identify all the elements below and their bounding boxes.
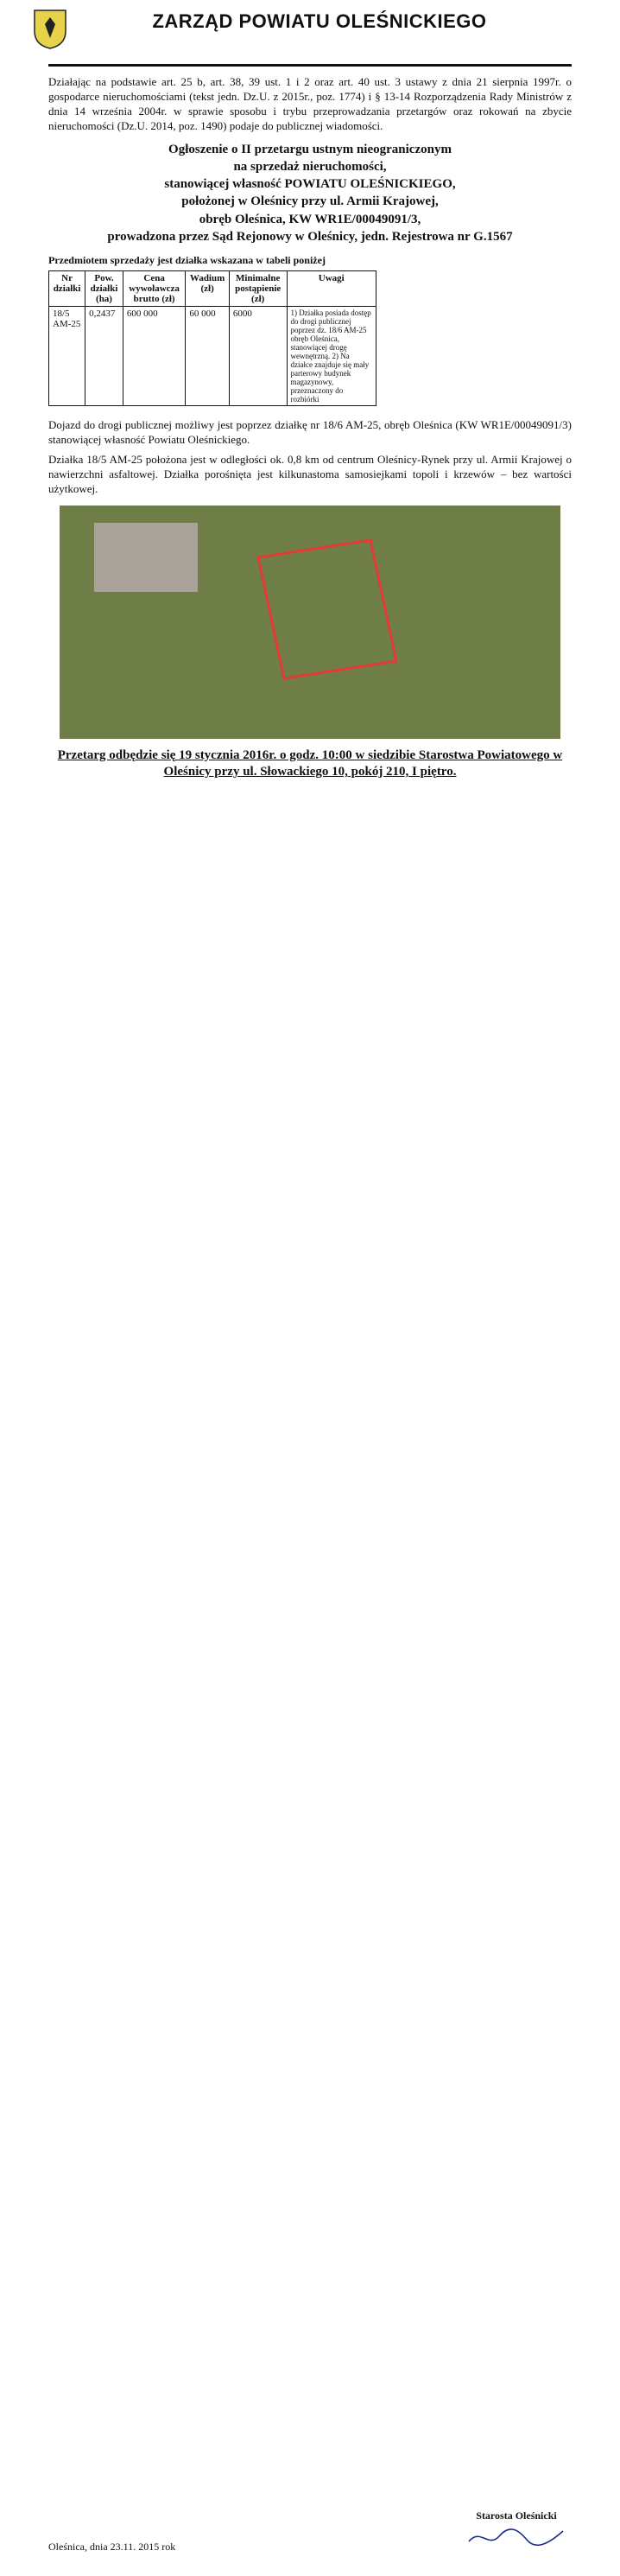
announcement-title: Ogłoszenie o II przetargu ustnym nieograniczonym na sprzedaż nieruchomości, stanowiącej własność POWIATU OLEŚNICKIEGO, położonej w Oleśnicy przy ul. Armii Krajowej, obręb Oleśnica, KW WR1E/00049091/3, prowadzona przez Sąd Rejonowy w Oleśnicy, jedn. Rejestrowa nr G.1567	[107, 142, 513, 244]
signature-block	[465, 2509, 568, 2555]
plot-table	[48, 270, 376, 406]
location-paragraph: Działka 18/5 AM-25 położona jest w odległości ok. 0,8 km od centrum Oleśnicy-Rynek przy ul. Armii Krajowej o nawierzchni asfaltowej. Działka porośnięta jest kilkunastoma samosiejkami topoli i krzewów – bez wartości użytkowej.	[48, 452, 572, 495]
access-paragraph: Dojazd do drogi publicznej możliwy jest poprzez działkę nr 18/6 AM-25, obręb Oleśnica (KW WR1E/00049091/3) stanowiącej własność Powiatu Oleśnickiego.	[48, 418, 572, 446]
signer-title: Starosta Oleśnicki	[476, 2509, 557, 2522]
table-header-cell: Cena wywoławcza brutto (zł)	[123, 271, 186, 307]
table-header-cell: Minimalne postąpienie (zł)	[229, 271, 287, 307]
table-cell: 6000	[229, 307, 287, 406]
table-cell: 60 000	[186, 307, 229, 406]
table-cell: 600 000	[123, 307, 186, 406]
table-header-cell: Wadium (zł)	[186, 271, 229, 307]
table-caption: Przedmiotem sprzedaży jest działka wskazana w tabeli poniżej	[48, 254, 326, 267]
aerial-photo-svg	[60, 506, 560, 739]
letterhead	[48, 0, 572, 64]
table-row	[49, 307, 376, 406]
header-rule	[48, 64, 572, 67]
table-header-cell: Uwagi	[287, 271, 376, 307]
aerial-map-image	[60, 506, 560, 739]
coat-of-arms-icon	[33, 9, 67, 50]
auction-notice: Przetarg odbędzie się 19 stycznia 2016r. o godz. 10:00 w siedzibie Starostwa Powiatowego w Oleśnicy przy ul. Słowackiego 10, pokój 210, I piętro.	[57, 747, 563, 779]
table-header-cell: Nr działki	[49, 271, 85, 307]
table-cell: 18/5 AM-25	[49, 307, 85, 406]
header-title: ZARZĄD POWIATU OLEŚNICKIEGO	[152, 10, 487, 32]
place-date: Oleśnica, dnia 23.11. 2015 rok	[48, 2541, 176, 2553]
intro-paragraph: Działając na podstawie art. 25 b, art. 38, 39 ust. 1 i 2 oraz art. 40 ust. 3 ustawy z dnia 21 sierpnia 1997r. o gospodarce nieruchomościami (tekst jedn. Dz.U. z 2015r., poz. 1774) i § 13-14 Rozporządzenia Rady Ministrów z dnia 14 września 2004r. w sprawie sposobu i trybu przeprowadzania przetargów oraz rokowań na zbycie nieruchomości (Dz.U. 2014, poz. 1490) podaje do publicznej wiadomości.	[48, 75, 572, 132]
table-cell: 1) Działka posiada dostęp do drogi publicznej poprzez dz. 18/6 AM-25 obręb Oleśnica, stanowiącej drogę wewnętrzną. 2) Na działce znajduje się mały parterowy budynek magazynowy, przeznaczony do rozbiórki	[287, 307, 376, 406]
table-header-cell: Pow. działki (ha)	[85, 271, 123, 307]
handwritten-signature	[465, 2522, 568, 2552]
table-cell: 0,2437	[85, 307, 123, 406]
